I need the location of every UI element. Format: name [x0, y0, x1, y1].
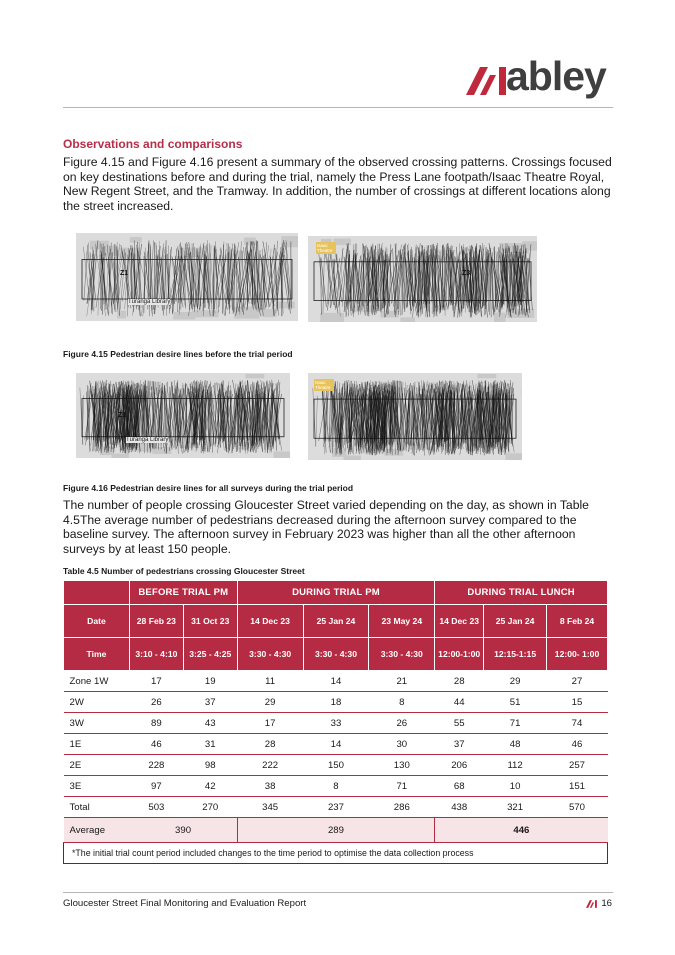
- time-header: 12:00- 1:00: [547, 638, 608, 671]
- table-cell: 8: [303, 776, 369, 797]
- footer-page-number: [586, 898, 612, 909]
- table-cell: 321: [484, 797, 547, 818]
- table-cell: 30: [369, 734, 435, 755]
- page-number: 16: [601, 898, 612, 909]
- table-cell: 14: [303, 734, 369, 755]
- row-label: Total: [64, 797, 130, 818]
- table-row: [64, 692, 608, 713]
- table-cell: 21: [369, 671, 435, 692]
- table-cell: 286: [369, 797, 435, 818]
- table-row: [64, 755, 608, 776]
- table-cell: 237: [303, 797, 369, 818]
- abley-logo: [466, 53, 611, 101]
- group-header-before-trial-pm: BEFORE TRIAL PM: [129, 581, 237, 605]
- row-label: 2W: [64, 692, 130, 713]
- time-header: 12:15-1:15: [484, 638, 547, 671]
- figure-4-16-right-image: [308, 373, 522, 460]
- figure-4-15-right-image: [308, 236, 537, 322]
- table-cell: 438: [435, 797, 484, 818]
- abley-mark-icon: [466, 67, 510, 95]
- time-header: 3:10 - 4:10: [129, 638, 183, 671]
- figure-4-16-theatre-label: Isaac Theatre: [314, 379, 334, 391]
- table-cell: 19: [183, 671, 237, 692]
- figure-4-15-zone-label: Z1: [120, 270, 129, 277]
- time-header: 3:25 - 4:25: [183, 638, 237, 671]
- table-cell: 151: [547, 776, 608, 797]
- section-heading: Observations and comparisons: [63, 137, 243, 151]
- table-cell: 222: [237, 755, 303, 776]
- table-cell: 17: [237, 713, 303, 734]
- pedestrian-count-table: [63, 580, 608, 864]
- results-paragraph: The number of people crossing Gloucester Street varied depending on the day, as shown in Table 4.5The average number of pedestrians decreased during the afternoon survey compared to the baseline survey. The afternoon survey in February 2023 was higher than all the other afternoon surveys by at least 150 people.: [63, 498, 589, 556]
- time-row-header: Time: [64, 638, 130, 671]
- table-cell: 206: [435, 755, 484, 776]
- average-during-trial-lunch: 446: [435, 818, 608, 843]
- date-header: 31 Oct 23: [183, 605, 237, 638]
- table-cell: 26: [369, 713, 435, 734]
- table-row: [64, 797, 608, 818]
- table-cell: 228: [129, 755, 183, 776]
- date-header: 25 Jan 24: [484, 605, 547, 638]
- time-header: 3:30 - 4:30: [237, 638, 303, 671]
- table-cell: 28: [435, 671, 484, 692]
- table-cell: 37: [435, 734, 484, 755]
- table-cell: 112: [484, 755, 547, 776]
- time-header: 3:30 - 4:30: [303, 638, 369, 671]
- table-cell: 33: [303, 713, 369, 734]
- average-before-trial-pm: 390: [129, 818, 237, 843]
- table-cell: 130: [369, 755, 435, 776]
- figure-4-15-caption: Figure 4.15 Pedestrian desire lines before the trial period: [63, 349, 293, 359]
- figure-4-16-zone-label: Z1: [118, 412, 127, 419]
- table-cell: 14: [303, 671, 369, 692]
- table-cell: 46: [129, 734, 183, 755]
- table-note-row: [64, 843, 608, 864]
- figure-4-15-theatre-label: Isaac Theatre: [316, 242, 336, 254]
- footer-report-title: Gloucester Street Final Monitoring and Evaluation Report: [63, 898, 307, 909]
- table-cell: 89: [129, 713, 183, 734]
- abley-mark-icon: [586, 900, 598, 908]
- table-cell: 37: [183, 692, 237, 713]
- table-cell: 26: [129, 692, 183, 713]
- table-row: [64, 671, 608, 692]
- figure-4-15-zone3-label: Z3: [462, 270, 471, 277]
- row-label: 3E: [64, 776, 130, 797]
- logo-wordmark: abley: [506, 53, 606, 99]
- table-caption: Table 4.5 Number of pedestrians crossing Gloucester Street: [63, 566, 305, 576]
- figure-4-15-left-image: [76, 233, 298, 321]
- figure-4-16-library-label: Tūranga Library: [126, 437, 169, 443]
- table-cell: 42: [183, 776, 237, 797]
- table-cell: 18: [303, 692, 369, 713]
- table-cell: 10: [484, 776, 547, 797]
- table-cell: 46: [547, 734, 608, 755]
- table-cell: 8: [369, 692, 435, 713]
- table-cell: 68: [435, 776, 484, 797]
- table-cell: 11: [237, 671, 303, 692]
- table-row: [64, 734, 608, 755]
- average-label: Average: [64, 818, 130, 843]
- table-footnote: *The initial trial count period included changes to the time period to optimise the data collection process: [64, 843, 608, 864]
- intro-paragraph: Figure 4.15 and Figure 4.16 present a summary of the observed crossing patterns. Crossings focused on key destinations before and during the trial, namely the Press Lane footpath/Isaac Theatre Royal, New Regent Street, and the Tramway. In addition, the number of crossings at different locations along the street increased.: [63, 155, 612, 213]
- time-header: 3:30 - 4:30: [369, 638, 435, 671]
- table-cell: 503: [129, 797, 183, 818]
- table-cell: 29: [237, 692, 303, 713]
- row-label: Zone 1W: [64, 671, 130, 692]
- row-label: 2E: [64, 755, 130, 776]
- table-cell: 15: [547, 692, 608, 713]
- row-label: 3W: [64, 713, 130, 734]
- table-cell: 570: [547, 797, 608, 818]
- table-cell: 55: [435, 713, 484, 734]
- row-label: 1E: [64, 734, 130, 755]
- table-cell: 38: [237, 776, 303, 797]
- header-divider: [63, 107, 613, 108]
- footer-divider: [63, 892, 613, 893]
- table-cell: 31: [183, 734, 237, 755]
- table-cell: 270: [183, 797, 237, 818]
- table-cell: 150: [303, 755, 369, 776]
- table-cell: 17: [129, 671, 183, 692]
- date-header: 23 May 24: [369, 605, 435, 638]
- average-during-trial-pm: 289: [237, 818, 435, 843]
- time-header: 12:00-1:00: [435, 638, 484, 671]
- date-row-header: Date: [64, 605, 130, 638]
- table-cell: 29: [484, 671, 547, 692]
- table-cell: 71: [484, 713, 547, 734]
- date-header: 14 Dec 23: [237, 605, 303, 638]
- table-corner: [64, 581, 130, 605]
- table-row: [64, 713, 608, 734]
- table-cell: 51: [484, 692, 547, 713]
- date-header: 25 Jan 24: [303, 605, 369, 638]
- date-header: 14 Dec 23: [435, 605, 484, 638]
- table-cell: 48: [484, 734, 547, 755]
- table-cell: 345: [237, 797, 303, 818]
- table-cell: 28: [237, 734, 303, 755]
- figure-4-15-library-label: Tūranga Library: [128, 299, 171, 305]
- table-cell: 97: [129, 776, 183, 797]
- date-header: 8 Feb 24: [547, 605, 608, 638]
- group-header-during-trial-pm: DURING TRIAL PM: [237, 581, 435, 605]
- table-cell: 43: [183, 713, 237, 734]
- figure-4-16-caption: Figure 4.16 Pedestrian desire lines for all surveys during the trial period: [63, 483, 354, 493]
- table-row: [64, 776, 608, 797]
- table-cell: 98: [183, 755, 237, 776]
- table-row-average: [64, 818, 608, 843]
- table-cell: 257: [547, 755, 608, 776]
- table-cell: 44: [435, 692, 484, 713]
- table-cell: 71: [369, 776, 435, 797]
- group-header-during-trial-lunch: DURING TRIAL LUNCH: [435, 581, 608, 605]
- table-cell: 74: [547, 713, 608, 734]
- table-cell: 27: [547, 671, 608, 692]
- figure-4-16-left-image: [76, 373, 290, 458]
- date-header: 28 Feb 23: [129, 605, 183, 638]
